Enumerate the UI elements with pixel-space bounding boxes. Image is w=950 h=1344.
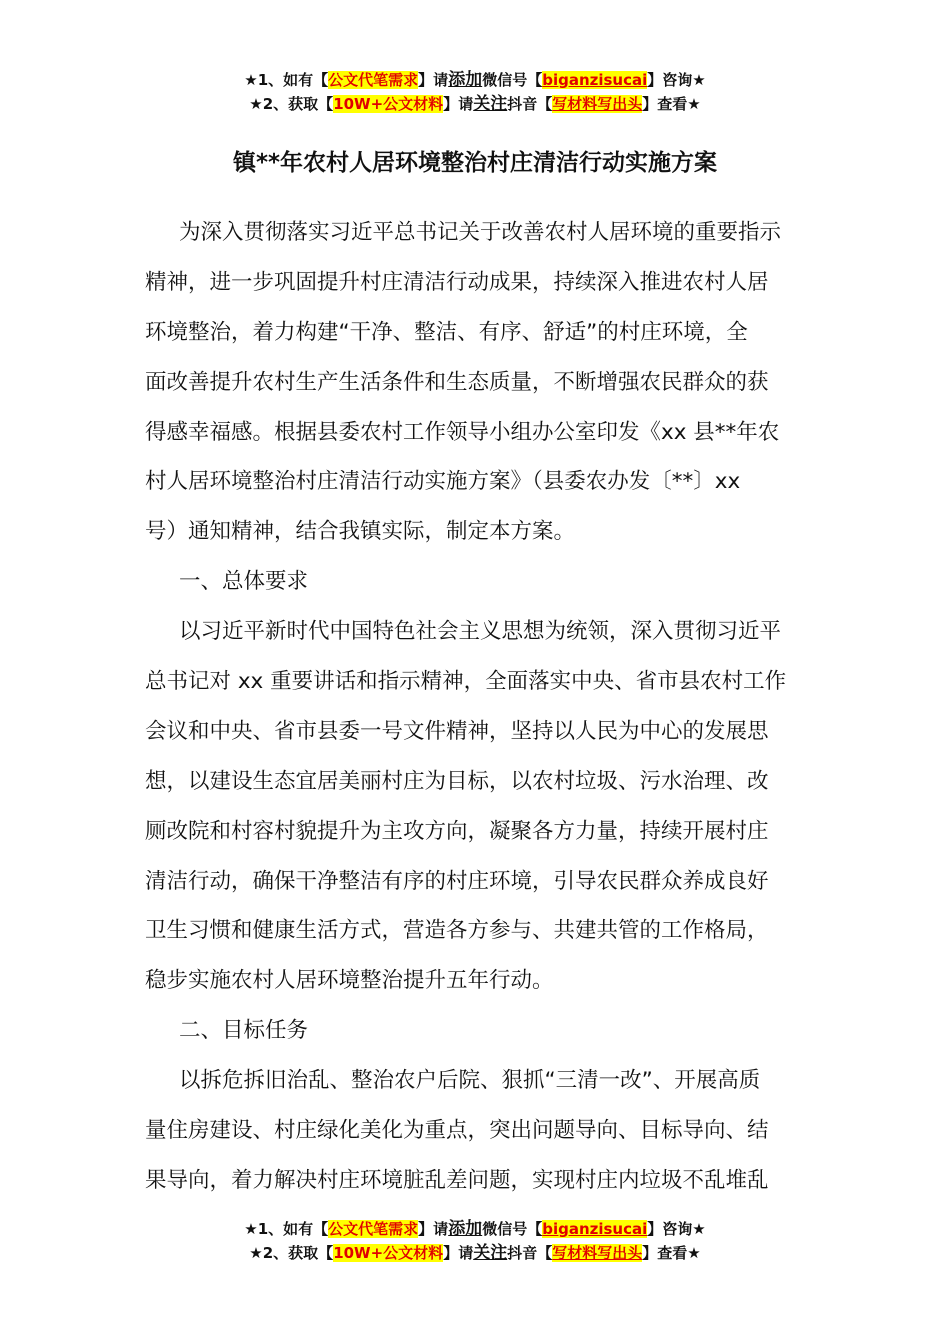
highlight: 公文代笔需求: [328, 1220, 419, 1238]
text: 】查看★: [642, 1244, 701, 1262]
paragraph: [145, 1006, 825, 1056]
text-line: 号）通知精神，结合我镇实际，制定本方案。: [145, 519, 576, 545]
text-line: 量住房建设、村庄绿化美化为重点，突出问题导向、目标导向、结: [145, 1118, 769, 1144]
promo-line-2: [0, 92, 950, 116]
text-line: 总书记对 xx 重要讲话和指示精神，全面落实中央、省市县农村工作: [145, 669, 787, 695]
text: 抖音【: [507, 1244, 553, 1262]
text: 】请: [418, 1220, 449, 1238]
text: 】请: [443, 1244, 474, 1262]
promo-banner-bottom: [0, 1217, 950, 1265]
text: 】请: [443, 95, 474, 113]
paragraph: [145, 1056, 825, 1206]
douyin-id: 写材料写出头: [552, 95, 643, 113]
text-line: 想，以建设生态宜居美丽村庄为目标，以农村垃圾、污水治理、改: [145, 768, 769, 794]
promo-line-2: [0, 1241, 950, 1265]
text-line: 村人居环境整治村庄清洁行动实施方案》（县委农办发〔**〕xx: [145, 469, 741, 495]
text-line: 二、目标任务: [179, 1018, 309, 1044]
text-line: 清洁行动，确保干净整洁有序的村庄环境，引导农民群众养成良好: [145, 868, 769, 894]
text: ★2、获取【: [249, 1244, 334, 1262]
emphasis: 关注: [473, 1243, 508, 1263]
emphasis: 添加: [448, 70, 483, 90]
text-line: 面改善提升农村生产生活条件和生态质量，不断增强农民群众的获: [145, 369, 769, 395]
wechat-id: biganzisucai: [542, 71, 648, 89]
text: 】咨询★: [647, 71, 706, 89]
promo-line-1: [0, 68, 950, 92]
text: 抖音【: [507, 95, 553, 113]
emphasis: 关注: [473, 94, 508, 114]
document-title: 镇**年农村人居环境整治村庄清洁行动实施方案: [232, 150, 718, 176]
text: 】查看★: [642, 95, 701, 113]
text: ★1、如有【: [244, 1220, 329, 1238]
text: 微信号【: [482, 1220, 543, 1238]
paragraph: [145, 607, 825, 1006]
text-line: 会议和中央、省市县委一号文件精神，坚持以人民为中心的发展思: [145, 718, 769, 744]
text: ★1、如有【: [244, 71, 329, 89]
paragraph: [145, 208, 825, 557]
document-body: [145, 208, 825, 1206]
emphasis: 添加: [448, 1219, 483, 1239]
text-line: 精神，进一步巩固提升村庄清洁行动成果，持续深入推进农村人居: [145, 269, 769, 295]
text: 】咨询★: [647, 1220, 706, 1238]
wechat-id: biganzisucai: [542, 1220, 648, 1238]
highlight: 公文代笔需求: [328, 71, 419, 89]
text-line: 一、总体要求: [179, 569, 309, 595]
promo-banner-top: [0, 68, 950, 116]
text-line: 环境整治，着力构建“干净、整洁、有序、舒适”的村庄环境，全: [145, 319, 748, 345]
text: 微信号【: [482, 71, 543, 89]
text-line: 以习近平新时代中国特色社会主义思想为统领，深入贯彻习近平: [179, 619, 782, 645]
highlight: 10W+公文材料: [333, 95, 444, 113]
text-line: 以拆危拆旧治乱、整治农户后院、狠抓“三清一改”、开展高质: [179, 1068, 761, 1094]
text-line: 为深入贯彻落实习近平总书记关于改善农村人居环境的重要指示: [179, 220, 782, 245]
text-line: 厕改院和村容村貌提升为主攻方向，凝聚各方力量，持续开展村庄: [145, 818, 769, 844]
text-line: 得感幸福感。根据县委农村工作领导小组办公室印发《xx 县**年农: [145, 419, 780, 445]
text-line: 稳步实施农村人居环境整治提升五年行动。: [145, 968, 554, 994]
highlight: 10W+公文材料: [333, 1244, 444, 1262]
paragraph: [145, 557, 825, 607]
text: ★2、获取【: [249, 95, 334, 113]
promo-line-1: [0, 1217, 950, 1241]
text-line: 卫生习惯和健康生活方式，营造各方参与、共建共管的工作格局，: [145, 918, 769, 944]
text-line: 果导向，着力解决村庄环境脏乱差问题，实现村庄内垃圾不乱堆乱: [145, 1167, 769, 1193]
text: 】请: [418, 71, 449, 89]
douyin-id: 写材料写出头: [552, 1244, 643, 1262]
